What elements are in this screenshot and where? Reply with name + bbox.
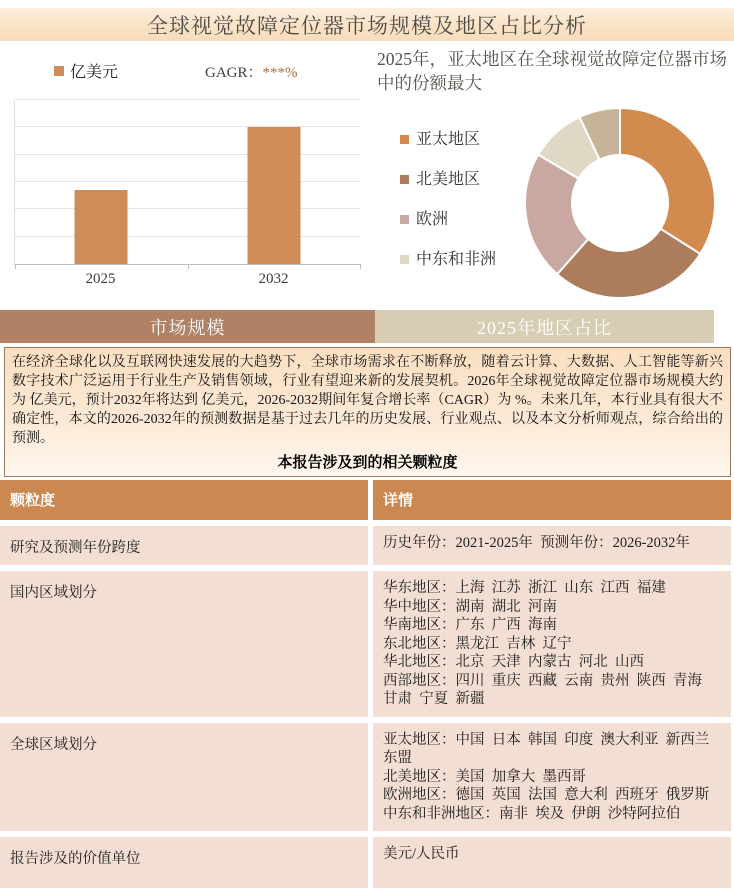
axis-tick bbox=[188, 264, 189, 269]
row-detail-cell bbox=[373, 526, 731, 565]
pie-legend-item bbox=[400, 249, 502, 270]
bar-plot bbox=[14, 100, 360, 265]
row-detail-cell bbox=[373, 723, 731, 832]
summary-box bbox=[4, 347, 731, 477]
axis-tick bbox=[15, 264, 16, 269]
row-label-cell: 国内区域划分 bbox=[0, 571, 368, 717]
pie-legend-item bbox=[400, 169, 502, 190]
page-title: 全球视觉故障定位器市场规模及地区占比分析 bbox=[0, 8, 734, 41]
legend-marker-icon bbox=[400, 175, 409, 184]
detail-line: 美元/人民币 bbox=[383, 846, 460, 862]
legend-label: 北美地区 bbox=[416, 171, 481, 188]
table-header-granularity: 颗粒度 bbox=[0, 480, 368, 520]
cagr-annotation bbox=[205, 61, 298, 82]
table-header-detail: 详情 bbox=[373, 480, 731, 520]
cagr-value: ***% bbox=[262, 65, 298, 81]
detail-line: 北美地区：美国 加拿大 墨西哥 bbox=[383, 768, 586, 785]
granularity-table bbox=[0, 480, 731, 888]
x-axis-label: 2025 bbox=[85, 271, 116, 287]
table-header-row bbox=[0, 480, 731, 520]
legend-marker-icon bbox=[400, 255, 409, 264]
detail-line: 华东地区：上海 江苏 浙江 山东 江西 福建 bbox=[383, 580, 666, 596]
detail-line: 历史年份：2021-2025年 预测年份：2026-2032年 bbox=[383, 535, 690, 551]
row-detail-cell bbox=[373, 837, 731, 888]
row-label-cell: 研究及预测年份跨度 bbox=[0, 526, 368, 565]
detail-line: 亚太地区：中国 日本 韩国 印度 澳大利亚 新西兰 东盟 bbox=[383, 731, 717, 766]
cagr-label: GAGR： bbox=[205, 65, 263, 81]
gridline bbox=[15, 99, 360, 100]
gridline bbox=[15, 181, 360, 182]
table-title: 本报告涉及到的相关颗粒度 bbox=[277, 455, 458, 471]
axis-tick bbox=[360, 264, 361, 269]
row-label-cell: 报告涉及的价值单位 bbox=[0, 837, 368, 888]
legend-label: 中东和非洲 bbox=[416, 251, 497, 268]
section-tabs bbox=[0, 310, 734, 343]
summary-paragraph: 在经济全球化以及互联网快速发展的大趋势下，全球市场需求在不断释放，随着云计算、大数据、人工智能等新兴数字技术广泛运用于行业生产及销售领域，行业有望迎来新的发展契机。2026年全球视觉故障定位器市场规模大约为 亿美元，预计2032年将达到 亿美元，2026-2032期间年复合增长率（CAGR）为 %。未来几年，本行业具有很大不确定性，本文的2026-2032年的预测数据是基于过去几年的历史发展、行业观点、以及本文分析师观点，综合给出的预测。 bbox=[12, 355, 723, 446]
pie-chart-title: 2025年，亚太地区在全球视觉故障定位器市场中的份额最大 bbox=[377, 49, 727, 93]
gridline bbox=[15, 236, 360, 237]
row-detail-cell bbox=[373, 571, 731, 717]
detail-line: 欧洲地区：德国 英国 法国 意大利 西班牙 俄罗斯 bbox=[383, 787, 710, 803]
gridline bbox=[15, 208, 360, 209]
table-row bbox=[0, 837, 731, 888]
legend-label: 欧洲 bbox=[416, 211, 449, 228]
detail-line: 华北地区：北京 天津 内蒙古 河北 山西 bbox=[383, 654, 644, 670]
bar-2032 bbox=[247, 127, 300, 264]
table-row bbox=[0, 526, 731, 565]
detail-line: 华南地区：广东 广西 海南 bbox=[383, 617, 557, 633]
table-row bbox=[0, 723, 731, 832]
charts-section bbox=[0, 41, 734, 305]
legend-marker-icon bbox=[400, 215, 409, 224]
detail-line: 西部地区：四川 重庆 西藏 云南 贵州 陕西 青海 甘肃 宁夏 新疆 bbox=[383, 672, 710, 707]
legend-swatch-icon bbox=[54, 66, 64, 76]
gridline bbox=[15, 154, 360, 155]
legend-marker-icon bbox=[400, 135, 409, 144]
bar-chart-panel bbox=[0, 41, 370, 305]
table-row bbox=[0, 571, 731, 717]
detail-line: 华中地区：湖南 湖北 河南 bbox=[383, 598, 557, 615]
row-label-cell: 全球区域划分 bbox=[0, 723, 368, 832]
pie-legend-item bbox=[400, 129, 502, 150]
detail-line: 东北地区：黑龙江 吉林 辽宁 bbox=[383, 635, 572, 652]
bar-xlabels bbox=[14, 271, 360, 293]
bar-2025 bbox=[75, 190, 128, 264]
pie-chart-panel bbox=[370, 41, 734, 305]
pie-legend-item bbox=[400, 209, 502, 230]
gridline bbox=[15, 126, 360, 127]
detail-line: 中东和非洲地区：南非 埃及 伊朗 沙特阿拉伯 bbox=[383, 805, 681, 822]
tab-market-size[interactable]: 市场规模 bbox=[0, 310, 375, 343]
bar-chart-legend bbox=[54, 59, 118, 82]
pie-legend bbox=[400, 129, 502, 289]
tab-region-share[interactable]: 2025年地区占比 bbox=[375, 310, 714, 343]
donut-chart bbox=[520, 103, 720, 303]
legend-label: 亚太地区 bbox=[416, 131, 481, 148]
bar-legend-label: 亿美元 bbox=[70, 64, 119, 81]
x-axis-label: 2032 bbox=[258, 271, 289, 287]
